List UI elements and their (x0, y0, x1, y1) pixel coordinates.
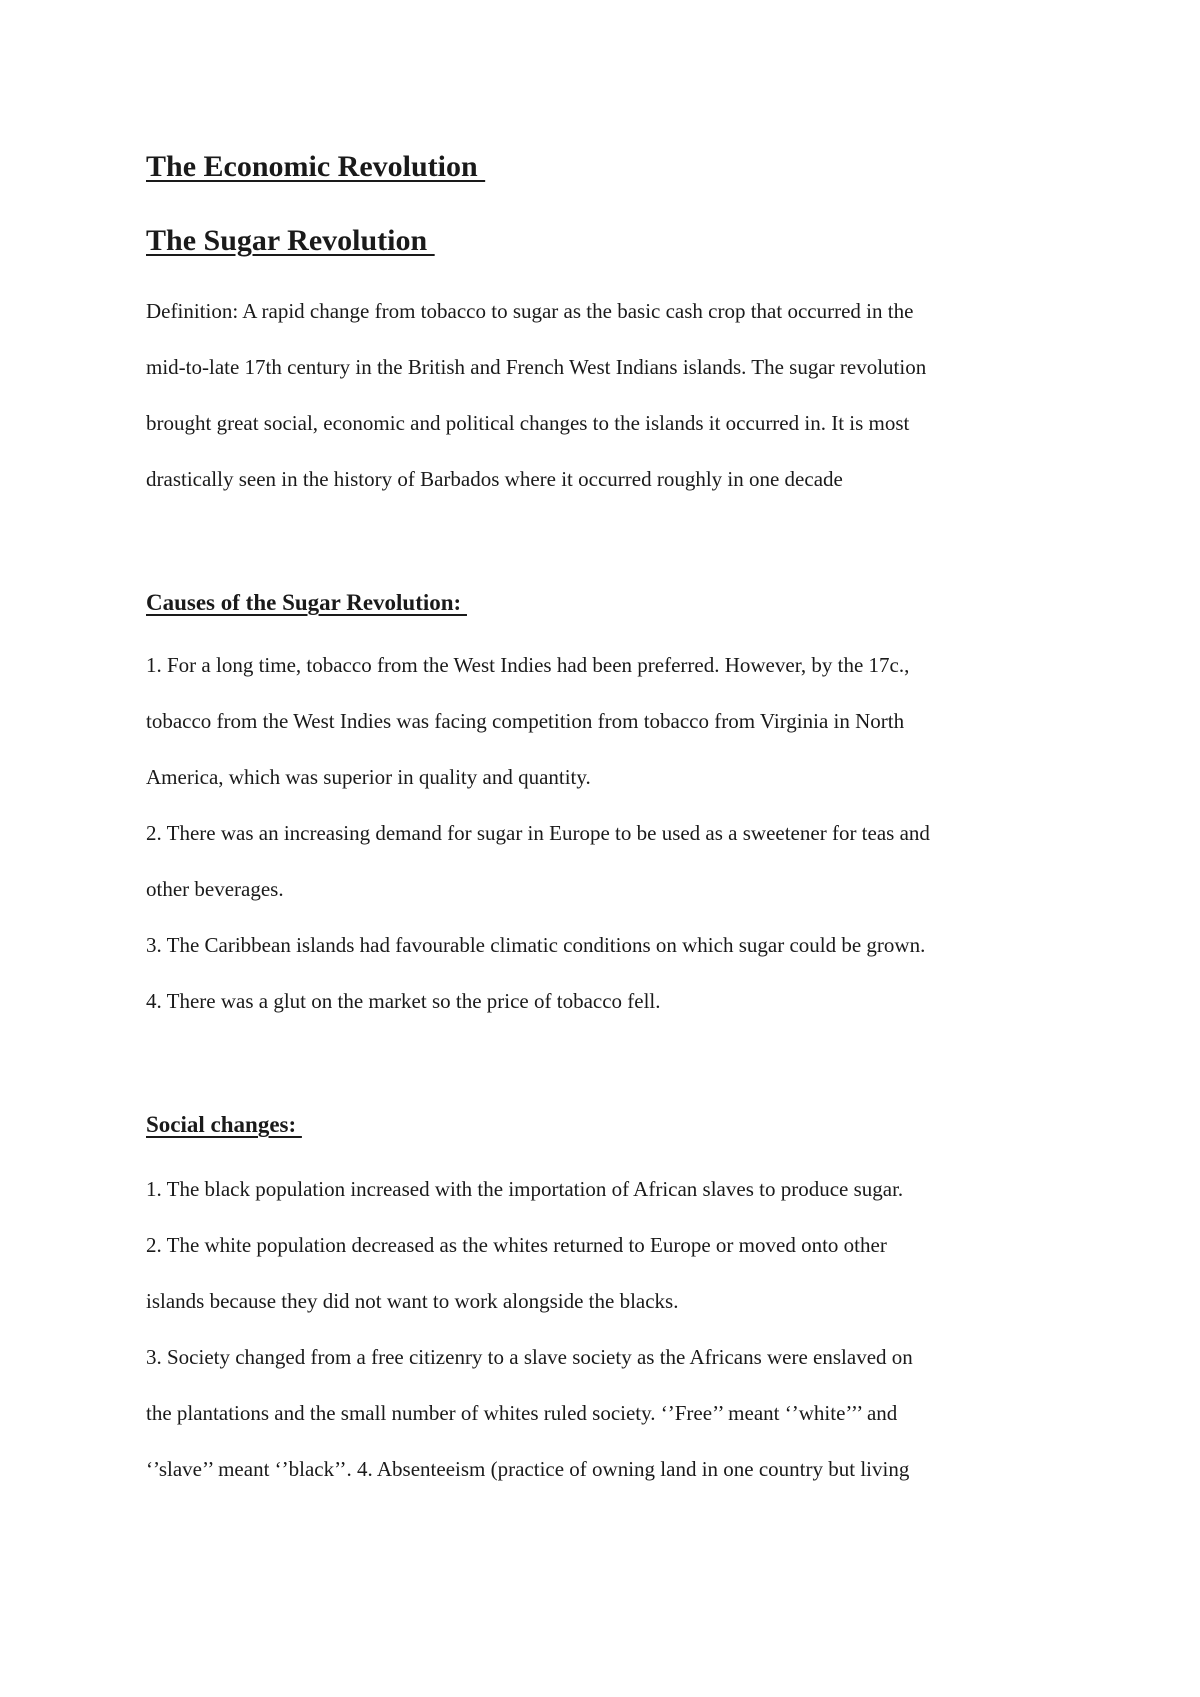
social-line: ‘’slave’’ meant ‘’black’’. 4. Absenteeism (practice of owning land in one country but living (146, 1457, 910, 1481)
causes-line: 1. For a long time, tobacco from the West Indies had been preferred. However, by the 17c., (146, 653, 910, 677)
social-line: 2. The white population decreased as the whites returned to Europe or moved onto other (146, 1233, 887, 1257)
social-line: 1. The black population increased with the importation of African slaves to produce sugar. (146, 1177, 904, 1201)
causes-line: tobacco from the West Indies was facing competition from tobacco from Virginia in North (146, 709, 905, 733)
definition-line: drastically seen in the history of Barbados where it occurred roughly in one decade (146, 467, 843, 491)
definition-line: brought great social, economic and political changes to the islands it occurred in. It is most (146, 411, 910, 435)
causes-line: America, which was superior in quality and quantity. (146, 765, 591, 789)
causes-heading: Causes of the Sugar Revolution: (146, 590, 467, 615)
causes-line: 4. There was a glut on the market so the price of tobacco fell. (146, 989, 661, 1013)
social-line: islands because they did not want to work alongside the blacks. (146, 1289, 679, 1313)
document-subtitle: The Sugar Revolution (146, 224, 435, 257)
social-line: 3. Society changed from a free citizenry to a slave society as the Africans were enslaved on (146, 1345, 913, 1369)
document-title: The Economic Revolution (146, 150, 486, 183)
definition-line: mid-to-late 17th century in the British and French West Indians islands. The sugar revolution (146, 355, 927, 379)
causes-line: 3. The Caribbean islands had favourable climatic conditions on which sugar could be grown. (146, 933, 926, 957)
social-changes-heading: Social changes: (146, 1112, 302, 1137)
causes-line: other beverages. (146, 877, 284, 901)
social-line: the plantations and the small number of whites ruled society. ‘’Free’’ meant ‘’white’’’ and (146, 1401, 898, 1425)
definition-line: Definition: A rapid change from tobacco to sugar as the basic cash crop that occurred in the (146, 299, 914, 323)
causes-line: 2. There was an increasing demand for sugar in Europe to be used as a sweetener for teas and (146, 821, 930, 845)
